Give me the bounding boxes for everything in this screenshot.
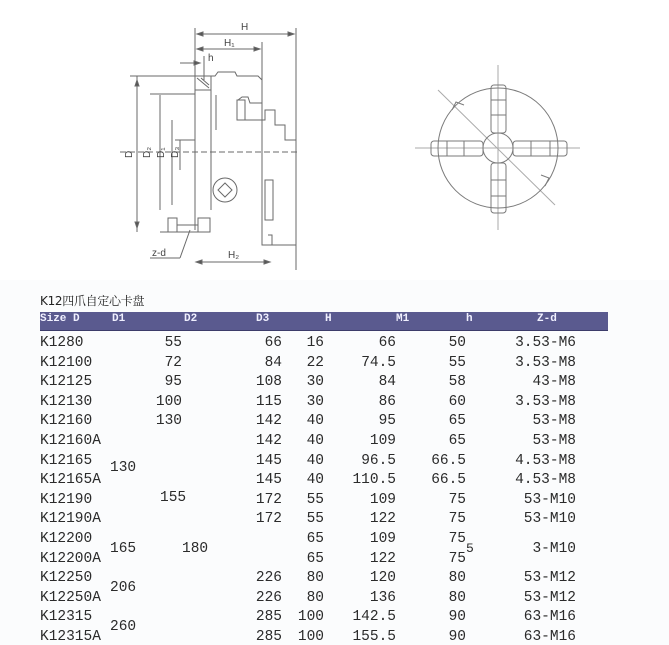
cell-d3: 108 <box>255 374 282 391</box>
cell-size: K12250A <box>40 589 101 606</box>
cell-h-lower: 75 <box>448 550 466 567</box>
cell-h-lower: 55 <box>448 354 466 371</box>
col-header-h: H <box>325 313 332 325</box>
merged-cell-d1-260: 260 <box>110 619 137 635</box>
cell-z-d: 63-M16 <box>523 629 576 645</box>
cell-m1: 96.5 <box>361 452 396 469</box>
cell-h: 30 <box>306 393 324 410</box>
cell-d3: 66 <box>264 335 282 351</box>
cell-h-lower: 65 <box>448 433 466 449</box>
cell-z-d: 4.53-M8 <box>515 472 576 489</box>
cell-h: 40 <box>306 413 324 430</box>
cell-h-lower: 66.5 <box>431 472 466 489</box>
cell-size: K12250 <box>40 570 93 587</box>
cell-z-d: 43-M8 <box>532 374 576 391</box>
cell-h: 55 <box>306 511 324 528</box>
cell-h-lower: 80 <box>448 570 466 587</box>
cell-size: K12160 <box>40 413 93 430</box>
cell-z-d: 53-M12 <box>523 570 576 587</box>
cell-h: 22 <box>306 354 324 371</box>
cell-z-d: 4.53-M8 <box>515 452 576 469</box>
merged-cell-d2-180: 180 <box>182 541 209 557</box>
cell-h: 80 <box>306 570 324 587</box>
cell-m1: 122 <box>369 550 396 567</box>
cell-d3: 285 <box>255 609 282 626</box>
cell-h: 100 <box>297 609 324 626</box>
col-header-d1: D1 <box>112 313 126 325</box>
cell-z-d: 3.53-M8 <box>515 354 576 371</box>
col-header-z-d: Z-d <box>537 313 557 325</box>
cell-d3: 172 <box>255 491 282 508</box>
chuck-side-view-drawing <box>0 0 669 280</box>
cell-m1: 66 <box>378 335 396 351</box>
cell-m1: 155.5 <box>352 629 396 645</box>
cell-h-lower: 50 <box>448 335 466 351</box>
cell-d3: 145 <box>255 452 282 469</box>
cell-m1: 142.5 <box>352 609 396 626</box>
technical-drawing <box>0 0 669 280</box>
col-header-d2: D2 <box>184 313 198 325</box>
cell-m1: 74.5 <box>361 354 396 371</box>
cell-h-lower: 58 <box>448 374 466 391</box>
cell-h: 40 <box>306 472 324 489</box>
cell-d3: 115 <box>255 393 282 410</box>
cell-d3: 142 <box>255 413 282 430</box>
cell-m1: 120 <box>369 570 396 587</box>
cell-h-lower: 90 <box>448 609 466 626</box>
cell-m1: 110.5 <box>352 472 396 489</box>
col-header-m1: M1 <box>396 313 410 325</box>
dim-label-H1: H₁ <box>224 38 235 49</box>
cell-h-lower: 60 <box>448 393 466 410</box>
cell-h: 16 <box>306 335 324 351</box>
merged-cell-d1-206: 206 <box>110 580 137 596</box>
dim-label-H2: H₂ <box>228 250 240 261</box>
cell-h-lower: 75 <box>448 531 466 547</box>
cell-h: 40 <box>306 452 324 469</box>
cell-h: 65 <box>306 550 324 567</box>
dim-label-h: h <box>208 53 214 64</box>
cell-d3: 172 <box>255 511 282 528</box>
cell-m1: 122 <box>369 511 396 528</box>
cell-size: K12315 <box>40 609 93 626</box>
cell-h: 80 <box>306 589 324 606</box>
cell-d3: 226 <box>255 570 282 587</box>
dim-label-D2: D₂ <box>142 146 153 158</box>
dim-label-D3: D₃ <box>170 146 181 158</box>
cell-h: 100 <box>297 629 324 645</box>
cell-h: 65 <box>306 531 324 547</box>
cell-m1: 109 <box>369 531 396 547</box>
cell-size: K12100 <box>40 354 93 371</box>
merged-cell-d2-155: 155 <box>160 490 187 506</box>
cell-m1: 95 <box>378 413 396 430</box>
cell-z-d: 53-M8 <box>532 433 576 449</box>
cell-z-d: 3.53-M8 <box>515 393 576 410</box>
dim-label-D1: D₁ <box>156 147 167 158</box>
cell-d3: 84 <box>264 354 282 371</box>
cell-size: K12160A <box>40 433 101 449</box>
cell-size: K12315A <box>40 629 101 645</box>
cell-z-d: 53-M10 <box>523 491 576 508</box>
cell-d2: 130 <box>155 413 182 430</box>
cell-z-d: 53-M10 <box>523 511 576 528</box>
col-header-h-lower: h <box>466 313 473 325</box>
cell-size: K12130 <box>40 393 93 410</box>
merged-cell-d1-130: 130 <box>110 460 137 476</box>
cell-size: K12200A <box>40 550 101 567</box>
cell-h: 40 <box>306 433 324 449</box>
merged-cell-zd-3-m10: 3-M10 <box>532 541 576 557</box>
cell-m1: 109 <box>369 433 396 449</box>
cell-size: K12165 <box>40 452 93 469</box>
cell-d3: 226 <box>255 589 282 606</box>
cell-d2: 100 <box>155 393 182 410</box>
cell-size: K12200 <box>40 531 93 547</box>
merged-cell-d1-165: 165 <box>110 541 137 557</box>
cell-h: 30 <box>306 374 324 391</box>
cell-z-d: 53-M12 <box>523 589 576 606</box>
col-header-size-d: Size D <box>40 313 80 325</box>
cell-h-lower: 90 <box>448 629 466 645</box>
cell-h-lower: 65 <box>448 413 466 430</box>
cell-z-d: 53-M8 <box>532 413 576 430</box>
cell-h-lower: 66.5 <box>431 452 466 469</box>
cell-m1: 84 <box>378 374 396 391</box>
cell-d2: 72 <box>164 354 182 371</box>
cell-size: K1280 <box>40 335 84 351</box>
cell-size: K12190A <box>40 511 101 528</box>
col-header-d3: D3 <box>256 313 270 325</box>
cell-d2: 95 <box>164 374 182 391</box>
stray-digit-5: 5 <box>466 541 474 556</box>
cell-h-lower: 75 <box>448 511 466 528</box>
cell-size: K12125 <box>40 374 93 391</box>
cell-h: 55 <box>306 491 324 508</box>
cell-size: K12165A <box>40 472 101 489</box>
cell-h-lower: 75 <box>448 491 466 508</box>
cell-z-d: 63-M16 <box>523 609 576 626</box>
cell-d2: 55 <box>164 335 182 351</box>
cell-d3: 285 <box>255 629 282 645</box>
dim-label-H: H <box>241 22 249 33</box>
cell-z-d: 3.53-M6 <box>515 335 576 351</box>
cell-d3: 145 <box>255 472 282 489</box>
cell-m1: 86 <box>378 393 396 410</box>
chuck-front-view-drawing <box>415 65 580 230</box>
cell-h-lower: 80 <box>448 589 466 606</box>
cell-size: K12190 <box>40 491 93 508</box>
cell-m1: 109 <box>369 491 396 508</box>
dim-label-D: D <box>124 150 135 158</box>
cell-m1: 136 <box>369 589 396 606</box>
cell-d3: 142 <box>255 433 282 449</box>
table-caption: K12四爪自定心卡盘 <box>40 294 145 308</box>
dim-label-z-d: z-d <box>152 248 166 259</box>
